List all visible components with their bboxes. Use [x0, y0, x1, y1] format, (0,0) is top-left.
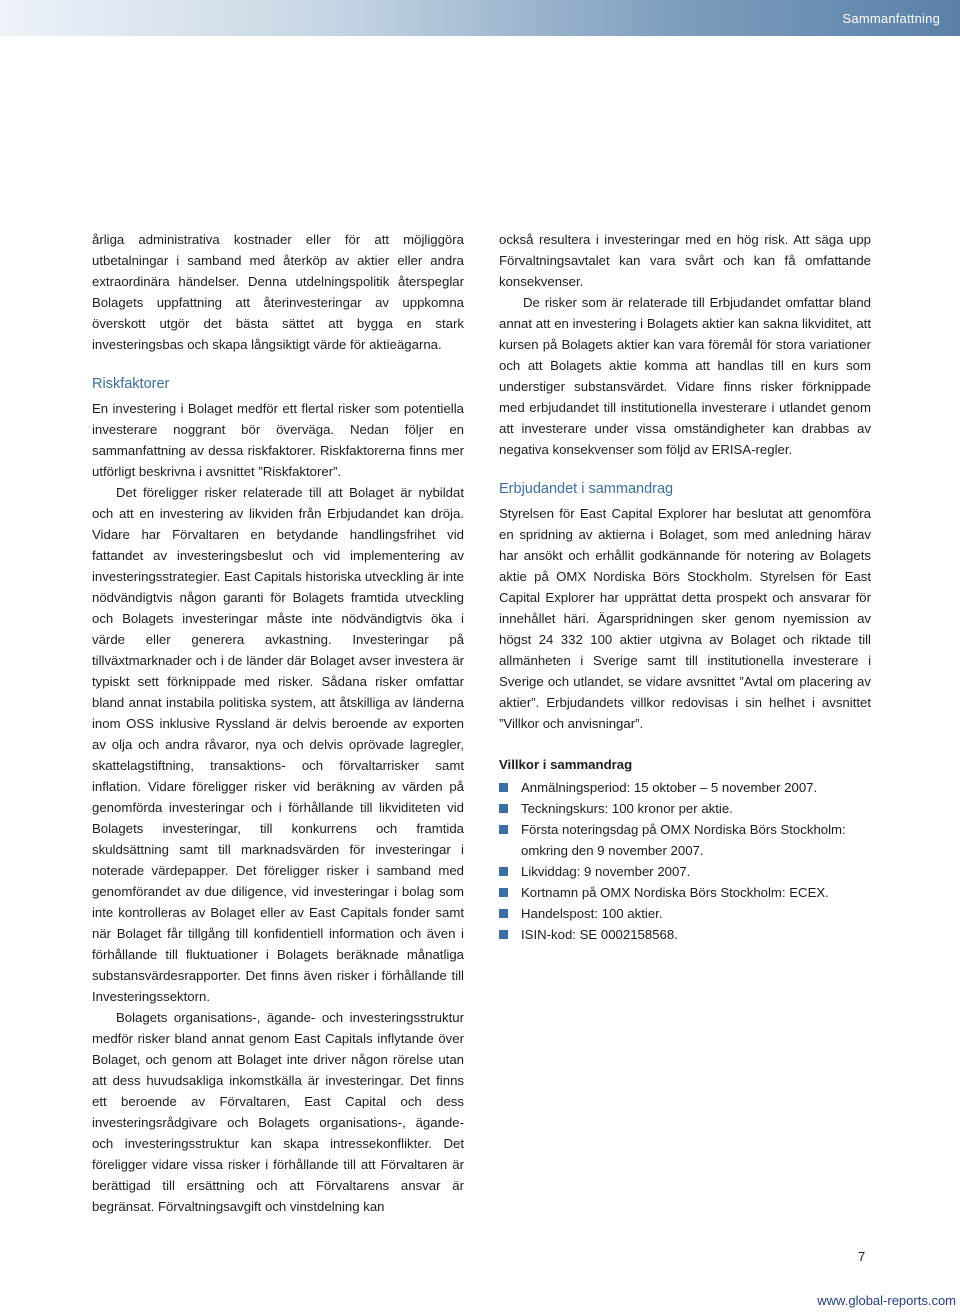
risk-paragraph-1: En investering i Bolaget medför ett flertal risker som potentiella investerare noggrant bör överväga. Nedan följer en sammanfattning av dessa riskfaktorer. Riskfaktorerna finns mer utförligt beskrivna i avsnittet ”Riskfaktorer”. [92, 401, 464, 479]
source-link[interactable]: www.global-reports.com [817, 1293, 956, 1308]
section-title: Sammanfattning [842, 11, 940, 26]
list-item: Handelspost: 100 aktier. [499, 903, 871, 924]
terms-list [499, 777, 871, 945]
square-bullet-icon [499, 783, 508, 792]
risk-paragraph-2: Det föreligger risker relaterade till att Bolaget är nybildat och att en investering av likviden från Erbjudandet kan dröja. Vidare har Förvaltaren en betydande handlingsfrihet vid fattandet av investeringsbeslut och vid implementering av investeringsstrategier. East Capitals historiska utveckling är inte nödvändigtvis någon garanti för Bolagets framtida utveckling och Bolagets investeringar måste inte nödvändigtvis öka i värde eller generera avkastning. Investeringar på tillväxtmarknader och i de länder där Bolaget avser investera är typiskt sett förknippade med risker. Sådana risker omfattar bland annat instabila politiska system, att åtskilliga av länderna inom OSS inklusive Ryssland är delvis beroende av exporten av olja och andra råvaror, nya och delvis oprövade lagregler, skattelagstiftning, transaktions- och förvaltarrisker samt inflation. Vidare föreligger risker vid beräkning av värden på genomförda investeringar och i förhållande till likviditeten vid Bolagets investeringar, till konkurrens och framtida skuldsättning samt till marknadsvärden för investeringar i noterade värdepapper. Det föreligger risker i samband med genomförandet av due diligence, vid investeringar i bolag som inte kontrolleras av Bolaget eller av East Capitals fonder samt när Bolaget får tillgång till konfidentiell information och även i förhållande till fluktuationer i Bolagets beräknade månatliga substansvärdesrapporter. Det finns även risker i förhållande till Investeringssektorn. [92, 485, 464, 1004]
right-column [499, 229, 871, 945]
list-item: Likviddag: 9 november 2007. [499, 861, 871, 882]
offer-paragraph: Styrelsen för East Capital Explorer har beslutat att genomföra en spridning av aktierna i Bolaget, som med anledning härav har ansökt och erhållit godkännande för notering av Bolagets aktie på OMX Nordiska Börs Stockholm. Styrelsen för East Capital Explorer har upprättat detta prospekt och ansvarar för innehållet häri. Ägarspridningen sker genom nyemission av högst 24 332 100 aktier utgivna av Bolaget och riktade till allmänheten i Sverige samt till institutionella investerare i Sverige och utlandet, se vidare avsnittet ”Avtal om placering av aktier”. Erbjudandets villkor redovisas i sin helhet i avsnittet ”Villkor och anvisningar”. [499, 506, 871, 731]
square-bullet-icon [499, 888, 508, 897]
square-bullet-icon [499, 825, 508, 834]
header-band [0, 0, 960, 36]
continuation-paragraph: också resultera i investeringar med en hög risk. Att säga upp Förvaltningsavtalet kan vara svårt och kan få omfattande konsekvenser. [499, 232, 871, 289]
list-item: Första noteringsdag på OMX Nordiska Börs Stockholm: omkring den 9 november 2007. [499, 819, 871, 861]
square-bullet-icon [499, 909, 508, 918]
intro-paragraph: årliga administrativa kostnader eller för att möjliggöra utbetalningar i samband med återköp av aktier eller andra extraordinära händelser. Denna utdelningspolitik återspeglar Bolagets uppfattning att återinvesteringar av uppkomna överskott utgör det bästa sättet att bygga en stark investeringsbas och skapa långsiktigt värde för aktieägarna. [92, 232, 464, 352]
offer-heading: Erbjudandet i sammandrag [499, 481, 674, 497]
terms-heading: Villkor i sammandrag [499, 757, 633, 772]
list-item: Kortnamn på OMX Nordiska Börs Stockholm: ECEX. [499, 882, 871, 903]
offer-risk-paragraph: De risker som är relaterade till Erbjudandet omfattar bland annat att en investering i Bolagets aktier kan sakna likviditet, att kursen på Bolagets aktier kan vara föremål för stora variationer och att Bolagets aktie komma att handlas till en kurs som understiger substansvärdet. Vidare finns risker förknippade med erbjudandet till institutionella investerare i utlandet genom att investerare under vissa omständigheter kan drabbas av negativa konsekvenser som följd av ERISA-regler. [499, 295, 871, 457]
risk-heading: Riskfaktorer [92, 376, 170, 392]
left-column [92, 229, 464, 1217]
square-bullet-icon [499, 867, 508, 876]
square-bullet-icon [499, 930, 508, 939]
list-item: Teckningskurs: 100 kronor per aktie. [499, 798, 871, 819]
square-bullet-icon [499, 804, 508, 813]
list-item: Anmälningsperiod: 15 oktober – 5 november 2007. [499, 777, 871, 798]
risk-paragraph-3: Bolagets organisations-, ägande- och investeringsstruktur medför risker bland annat genom East Capitals inflytande över Bolaget, och genom att Bolaget inte driver någon rörelse utan att dess huvudsakliga inkomstkälla är investeringar. Det finns ett beroende av Förvaltaren, East Capital och dess investeringsrådgivare och Bolagets organisations-, ägande- och investeringsstruktur kan skapa intressekonflikter. Det föreligger vidare vissa risker i förhållande till att Förvaltaren är berättigad till ersättning och att Förvaltarens ansvar är begränsat. Förvaltningsavgift och vinstdelning kan [92, 1010, 464, 1214]
list-item: ISIN-kod: SE 0002158568. [499, 924, 871, 945]
page-number: 7 [858, 1249, 866, 1264]
